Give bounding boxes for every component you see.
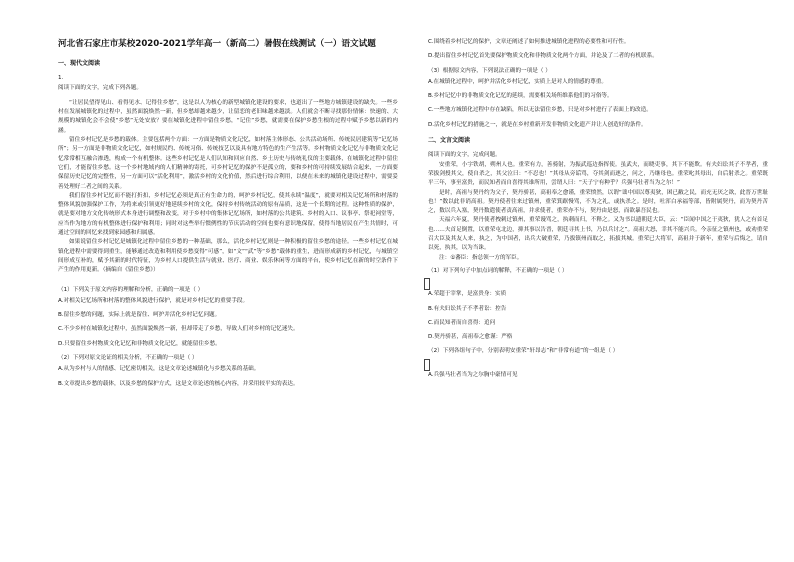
question-4-stem: （1）对下列句子中加点词的解释，不正确的一项是（ ） xyxy=(428,267,568,274)
passage-paragraph: 我们留住乡村记忆而不能打折扣，乡村记忆必须是真正有生命力的，呵护乡村记忆，使其永续“温度”，就要对相关记忆场所和村落的整体风貌加强保护工作，为将来或引领更好地延续乡村的文化，保持乡村传统活动的原有品质，这是一个长期的过程。这种性质的保护，就是要对地方文化传统形式本身进行调整和改变，对于乡村中的集体记忆场所，如村落的公共建筑、乡村的入口、议事亭、祭祀祠堂等，应当作为地方的有机整体进行保护和利用；同时对这些举行惯例性的节庆活动的空间也要有意识地保留，使得当地居民在产生共情时，可通过空间的回忆来找到家园感和归属感。 xyxy=(58,192,398,237)
question-3-option: B.乡村记忆中的非物质文化记忆的延续，需要相关场所维系他们的习俗等。 xyxy=(428,93,613,100)
question-5-stem: （2）下列各组句子中，分别表明安重荣“轩昂志”和“非常有道”的一组是（ ） xyxy=(428,348,619,355)
answer-box[interactable] xyxy=(424,359,430,371)
question-1-option: A.对相关记忆场所和村落的整体风貌进行保护，就是对乡村记忆的重要手段。 xyxy=(58,297,249,304)
classical-intro: 阅读下面的文字，完成问题。 xyxy=(428,152,501,159)
question-4-option: B.有夫妇讼其子不孝者讼：控告 xyxy=(428,305,507,312)
page-title: 河北省石家庄市某校2020-2021学年高一（新高二）暑假在线测试（一）语文试题 xyxy=(58,39,376,49)
question-5-option: A.兵强马壮者当为之尔胸中豪情可见 xyxy=(428,371,518,378)
passage-paragraph: 留住乡村记忆是乡愁的载体。主要包括两个方面：一方面是物质文化记忆，如村落主体形态、公共活动场所、传统民居建筑等“记忆场所”；另一方面是非物质文化记忆，如村规民约、传统习俗、传统技艺以及具有地方特色的生产生活等。乡村物质文化记忆与非物质文化记忆常常相互融合渗透，构成一个有机整体。这些乡村记忆是人们认知和回应自然、乡土历史与传统礼仪的主要载体，在城镇化过程中留住它们，才能留住乡愁。这一个乡村地域内的人们精神的寄托，可乡村记忆的保护不是孤立的，要和乡村的可持续发展结合起来，一方面要保留历史记忆的完整性，另一方面可以“活化利用”，激活乡村的文化价值，然后进行综合利用，以便在未来的城镇化建设过程中，需要妥善处理好二者之间的关系。 xyxy=(58,137,398,190)
question-2-option: C.围绕着乡村记忆的保护，文章还阐述了如何推进城镇化进程的必要性和可行性。 xyxy=(428,39,630,45)
question-4-option: C.而民知者而自喜得：追问 xyxy=(428,319,496,326)
question-4-option: A.荣超于宰掌，是富贵身：实质 xyxy=(428,291,507,298)
reading-intro: 阅读下面的文字，完成下列各题。 xyxy=(58,84,142,91)
passage-paragraph: 安重荣，小字铁胡，朔州人也。重荣有力，善骑射，为振武巡边指挥使。虽武夫，而晓吏事，其下不能欺。有夫妇讼其子不孝者，重荣拔剑授其父，使自杀之，其父泣曰：“不忍也！”其母从旁诟骂，夺其剑而逐之，问之，乃继母也。重荣叱其母出，自后射杀之。重荣既平三年，事至富贵，而民知者而自喜得其谁所用，尝谓人曰：“天子宁有种乎？兵强马壮者当为之尔！” xyxy=(428,161,768,187)
footnote: 注：①蕃臣：指总领一方的军臣。 xyxy=(439,254,523,261)
right-column xyxy=(428,38,768,385)
question-1-option: D.只要留住乡村物质文化记忆和非物质文化记忆，就能留住乡愁。 xyxy=(58,340,221,347)
question-1-option: C.不少乡村在城镇化过程中，虽然面貌焕然一新，但却带走了乡愁，导致人们对乡村的记忆迷失。 xyxy=(58,326,299,333)
left-column xyxy=(58,38,398,394)
passage-paragraph: 是时，高祖与契丹约为父子，契丹骄甚，高祖奉之愈谨，重荣愤然，以谓“诎中国以尊夷狄，困已敝之民，而充无厌之欲，此晋万世耻也！”数以此非诮高祖。契丹使者往来过镇州，重荣箕踞慢骂，不为之礼，或执杀之。是时，吐浑白承福等部，皆附属契丹，而为契丹苦之，数以兵入塞，契丹数遣使者责高祖，并求使者，重荣亦不与，契丹由是怒，而欲暴吾民也。 xyxy=(428,189,768,215)
question-3-option: C.一些地方城镇化过程中存在缺陷，所以无法留住乡愁，只是对乡村进行了表面上的改造。 xyxy=(428,107,652,114)
question-2-option: B.文章提出乡愁的载体，以及乡愁的保护方式，这是文章论述的核心内容，并采用较平实的表达。 xyxy=(58,380,299,387)
question-1-option: B.留住乡愁的问题，实际上就是留住、呵护并活化乡村记忆问题。 xyxy=(58,312,221,319)
question-number: 1. xyxy=(58,75,64,82)
question-1-stem: （1）下列关于原文内容的理解和分析，正确的一项是（ ） xyxy=(58,286,204,293)
section-heading-reading: 一、现代文阅读 xyxy=(58,60,101,67)
question-4-option: D.契丹骄甚，高祖奉之愈谨：严格 xyxy=(428,334,513,341)
question-2-option: D.提出留住乡村记忆首先要保护物质文化和非物质文化两个方面，并论及了二者的有机联系。 xyxy=(428,53,658,60)
answer-box[interactable] xyxy=(424,278,430,290)
question-3-stem: （3）根据原文内容，下列说法正确的一项是（ ） xyxy=(428,67,551,74)
question-2-stem: （2）下列对原文论证的相关分析，不正确的一项是（ ） xyxy=(58,355,198,362)
passage-paragraph: “让居民望得见山、看得见水、记得住乡愁”，这是以人为核心的新型城镇化建设的要求，也道出了一些地方城镇建设的缺失。一些乡村在发展城镇化的过程中，虽然面貌焕然一新，但乡愁却越来越少，让留恋的老旧味越来越淡。人们就会不断寻找那份情愫：快速的、大规模的城镇化会不会使“乡愁”无处安放？要在城镇化进程中留住乡愁，“记住”乡愁，就需要在保护乡愁生根的过程中赋予乡愁以新的内涵。 xyxy=(58,99,398,134)
question-3-option: D.活化乡村记忆的措施之一，就是在乡村重新开发非物质文化遗产并让人创造好的条件。 xyxy=(428,121,647,128)
question-3-option: A.在城镇化过程中，呵护并活化乡村记忆，实质上是对人的情感的尊重。 xyxy=(428,78,607,85)
passage-paragraph: 天福六年夏，契丹使者拽刺过镇州，重荣谩骂之，执刺而归，不释之。又为书以遗朝廷大臣，云：“臣闻中国之于夷狄，犹人之有首足也……夫首足倒置，以重荣屯北边，抑其事以告晋，朝廷寻其上书，乃以兵讨之”。高祖大怒，幸其不能兴兵。今亲征之镇州也，或劝重荣召大臣及其友人来，执之，为中国者，出兵大破重荣，乃拔镇州而取之，拓拔其城。重荣已大将军，高祖并于新年，重荣与后悔之，请自以死，执其，以为当诛。 xyxy=(428,217,768,252)
question-2-option: A.从为乡村与人的情感、记忆密切相关，这是文章论述城镇化与乡愁关系的基础。 xyxy=(58,366,260,373)
passage-paragraph: 如果说留住乡村记忆是城镇化过程中留住乡愁的一种基础，那么，活化乡村记忆则是一种积极的留住乡愁的途径。一些乡村记忆在城镇化进程中需要得到重生，能够通过改造和利用使乡愁变得“可感”，如“文”“武”等“乡愁”载体的重生，进而形成新的乡村记忆，与城镇空间形成互补的，赋予其新的时代特征，为乡村人口提供生活与就业、医疗、商业、娱乐休闲等方面的平台，使乡村记忆在新的时空条件下产生的作用更新。（摘编自《留住乡愁》） xyxy=(58,239,398,274)
section-heading-classical: 二、文言文阅读 xyxy=(428,137,471,145)
